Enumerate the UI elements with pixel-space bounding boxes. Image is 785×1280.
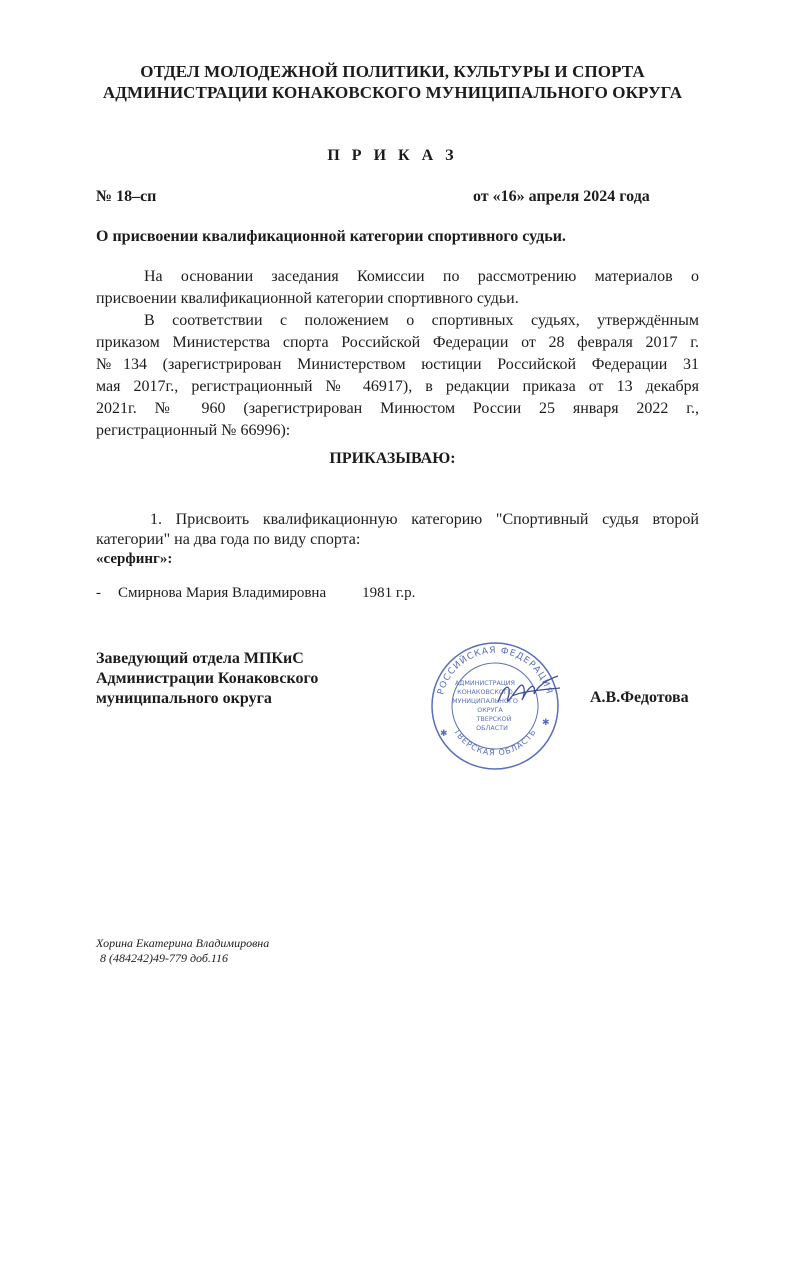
sport-name: «серфинг»: [96,551,173,567]
stamp-inner-line: ТВЕРСКОЙ [476,715,512,723]
paragraph-regulation [96,310,699,442]
paragraph-line: В соответствии с положением о спортивных судьях, утверждённым [144,312,699,329]
paragraph-line: №134 (зарегистрирован Министерством юстиции Российской Федерации 31 [96,356,699,373]
paragraph-line: На основании заседания Комиссии по рассмотрению материалов о [144,268,699,285]
document-title: П Р И К А З [327,147,458,164]
stamp-star-icon: ✱ [542,717,550,727]
stamp-inner-line: АДМИНИСТРАЦИЯ [454,679,516,687]
stamp-inner-line: ОКРУГА [477,706,503,714]
stamp-inner-line: ОБЛАСТИ [476,724,508,732]
order-date: от «16» апреля 2024 года [473,188,650,205]
signatory-position [96,649,318,709]
stamp-outer-top-text: РОССИЙСКАЯ ФЕДЕРАЦИЯ [436,645,554,696]
item-line: категории" на два года по виду спорта: [96,531,361,548]
stamp-inner-line: КОНАКОВСКОГО [457,688,513,696]
stamp-outer-bottom-text: ТВЕРСКАЯ ОБЛАСТЬ [451,727,539,758]
order-number: № 18–сп [96,188,157,205]
stamp-star-icon: ✱ [440,728,448,738]
list-dash: - [96,585,101,601]
paragraph-line: присвоении квалификационной категории спортивного судьи. [96,290,519,307]
header-line-2: АДМИНИСТРАЦИИ КОНАКОВСКОГО МУНИЦИПАЛЬНОГО ОКРУГА [102,83,683,102]
executor-name: Хорина Екатерина Владимировна [96,936,270,950]
position-line: Заведующий отдела МПКиС [96,650,304,667]
paragraph-line: мая 2017г., регистрационный № 46917), в редакции приказа от 13 декабря [96,378,699,395]
person-name: Смирнова Мария Владимировна [118,585,327,601]
official-stamp [420,640,570,770]
person-entry [96,585,415,602]
order-item-1 [96,510,699,550]
position-line: муниципального округа [96,690,272,707]
executor-phone: 8 (484242)49-779 доб.116 [100,951,229,965]
header-line-1: ОТДЕЛ МОЛОДЕЖНОЙ ПОЛИТИКИ, КУЛЬТУРЫ И СПОРТА [140,62,645,81]
paragraph-basis [96,266,699,310]
paragraph-line: 2021г. № 960 (зарегистрирован Минюстом России 25 января 2022 г., [96,400,699,417]
paragraph-line: регистрационный № 66996): [96,422,291,439]
signatory-name: А.В.Федотова [590,689,689,706]
order-subject: О присвоении квалификационной категории спортивного судьи. [96,228,566,245]
position-line: Администрации Конаковского [96,670,319,687]
decree-heading: ПРИКАЗЫВАЮ: [329,450,456,467]
person-birth-year: 1981 г.р. [362,585,416,601]
executor-info [96,936,269,966]
item-line: 1. Присвоить квалификационную категорию "Спортивный судья второй [150,511,699,528]
paragraph-line: приказом Министерства спорта Российской Федерации от 28 февраля 2017 г. [96,334,699,351]
stamp-inner-line: МУНИЦИПАЛЬНОГО [452,697,518,705]
